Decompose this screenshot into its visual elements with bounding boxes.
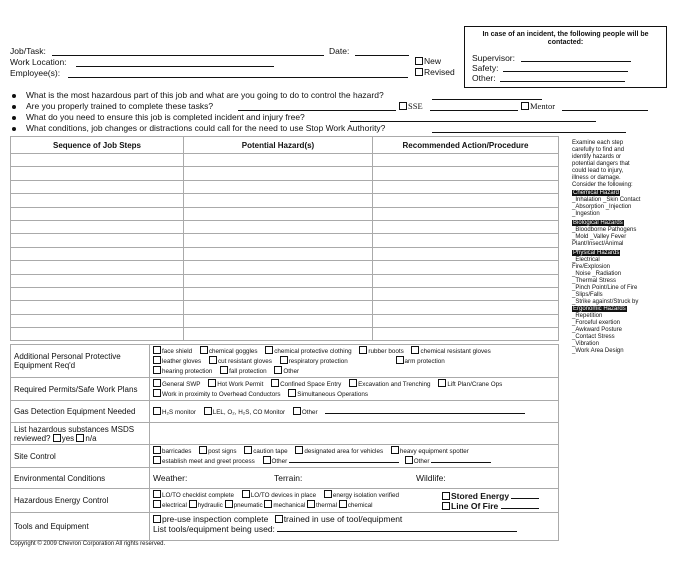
question-2-field[interactable] <box>238 110 396 111</box>
gas-h2s-monitor[interactable] <box>153 409 196 416</box>
ppe-rubber-boots[interactable] <box>359 348 403 355</box>
checkbox-icon <box>391 446 399 454</box>
ppe-label: Additional Personal Protective Equipment Req'd <box>11 345 150 378</box>
checkbox-icon <box>293 407 301 415</box>
checkbox-icon <box>442 492 450 500</box>
table-cell[interactable] <box>11 314 184 327</box>
other-field[interactable] <box>500 81 625 82</box>
checkbox-icon <box>153 515 161 523</box>
checkbox-icon <box>189 500 197 508</box>
sidebar-intro-2: carefully to find and <box>572 147 625 153</box>
site-vehicle-area[interactable] <box>295 448 383 455</box>
tools-list-label: List tools/equipment being used: <box>153 524 275 534</box>
sidebar-item: _Contact Stress <box>572 334 615 340</box>
checkbox-icon <box>274 366 282 374</box>
ppe-chemical-goggles[interactable] <box>200 348 258 355</box>
ppe-protective-clothing[interactable] <box>265 348 351 355</box>
checkbox-icon <box>288 389 296 397</box>
permit-excavation[interactable] <box>349 381 430 388</box>
table-cell[interactable] <box>184 180 373 193</box>
option-label: rubber boots <box>368 348 404 355</box>
employee-label: Employee(s): <box>10 68 61 78</box>
sidebar-intro-5: could lead to injury, <box>572 168 624 174</box>
supervisor-field[interactable] <box>521 61 631 62</box>
option-label: Other <box>271 458 288 465</box>
supervisor-label: Supervisor: <box>472 53 515 63</box>
new-label: New <box>424 56 442 66</box>
sidebar-intro-6: illness or damage. <box>572 175 621 181</box>
option-label: Line Of Fire <box>451 501 499 511</box>
checkbox-icon <box>415 68 423 76</box>
option-label: respiratory protection <box>288 358 348 365</box>
checkbox-icon <box>153 356 161 364</box>
ppe-cut-gloves[interactable] <box>209 358 272 365</box>
table-cell[interactable] <box>373 328 559 341</box>
site-meet-greet[interactable] <box>153 458 255 465</box>
job-steps-table <box>10 136 559 341</box>
site-other-1-field[interactable] <box>289 456 399 463</box>
table-cell[interactable] <box>184 194 373 207</box>
gas-multi-monitor[interactable] <box>204 409 285 416</box>
table-cell[interactable] <box>373 180 559 193</box>
sidebar-item: _Thermal Stress <box>572 278 617 284</box>
line-of-fire-option[interactable] <box>442 501 539 511</box>
tools-trained[interactable] <box>275 514 403 524</box>
mentor-checkbox[interactable] <box>521 101 555 111</box>
checkbox-icon <box>438 379 446 387</box>
safety-label: Safety: <box>472 63 499 73</box>
ppe-hearing[interactable] <box>153 368 212 375</box>
sidebar-item: _Awkward Posture <box>572 327 622 333</box>
ppe-leather-gloves[interactable] <box>153 358 201 365</box>
sidebar-item: _Pinch Point/Line of Fire <box>572 285 638 291</box>
checkbox-icon <box>220 366 228 374</box>
option-label: Simultaneous Operations <box>297 391 368 398</box>
physical-hazards-heading: Physical Hazards <box>573 250 620 256</box>
stored-energy-field[interactable] <box>511 491 539 499</box>
checkbox-icon <box>209 356 217 364</box>
hazard-sidebar <box>572 140 676 355</box>
ppe-arm-protection[interactable] <box>396 358 445 365</box>
table-row <box>11 234 559 247</box>
ppe-fall[interactable] <box>220 368 266 375</box>
site-caution-tape[interactable] <box>244 448 287 455</box>
date-field[interactable] <box>355 55 409 56</box>
permit-hot-work[interactable] <box>208 381 263 388</box>
energy-pneumatic[interactable] <box>225 502 263 509</box>
sidebar-item: _Slips/Falls <box>572 292 603 298</box>
table-cell[interactable] <box>373 287 559 300</box>
option-label: chemical <box>347 502 373 509</box>
energy-thermal[interactable] <box>307 502 337 509</box>
sidebar-item: _Bloodborne Pathogens <box>572 227 637 233</box>
table-cell[interactable] <box>373 314 559 327</box>
table-cell[interactable] <box>373 247 559 260</box>
option-label: arm protection <box>404 358 445 365</box>
table-cell[interactable] <box>11 328 184 341</box>
permit-general-swp[interactable] <box>153 381 201 388</box>
table-cell[interactable] <box>11 207 184 220</box>
table-cell[interactable] <box>373 194 559 207</box>
msds-yes-label: yes <box>61 433 75 443</box>
sidebar-item: _Repetition <box>572 313 603 319</box>
option-label: cut resistant gloves <box>217 358 272 365</box>
environment-label: Environmental Conditions <box>11 468 150 489</box>
option-label: chemical resistant gloves <box>420 348 491 355</box>
table-cell[interactable] <box>184 220 373 233</box>
sidebar-intro-3: identify hazards or <box>572 154 622 160</box>
sidebar-item: Fire/Explosion <box>572 264 611 270</box>
table-row <box>11 180 559 193</box>
site-other-2-field[interactable] <box>431 456 491 463</box>
option-label: LO/TO devices in place <box>250 492 317 499</box>
option-label: designated area for vehicles <box>304 448 384 455</box>
table-row <box>11 301 559 314</box>
permits-label: Required Permits/Safe Work Plans <box>11 378 150 401</box>
contact-box-title: In case of an incident, the following people will be contacted: <box>482 31 649 46</box>
checkbox-icon <box>307 500 315 508</box>
job-task-field[interactable] <box>52 55 324 56</box>
option-label: fall protection <box>229 368 267 375</box>
table-cell[interactable] <box>11 247 184 260</box>
checkbox-icon <box>264 500 272 508</box>
site-spotter[interactable] <box>391 448 469 455</box>
sidebar-item: _Vibration <box>572 341 599 347</box>
table-cell[interactable] <box>184 167 373 180</box>
sidebar-intro-1: Examine each step <box>572 140 624 146</box>
option-label: chemical goggles <box>208 348 258 355</box>
table-row <box>11 274 559 287</box>
table-cell[interactable] <box>184 287 373 300</box>
sidebar-item: _Inhalation _Skin Contact <box>572 197 641 203</box>
table-row <box>11 261 559 274</box>
tools-list-field[interactable] <box>277 524 517 532</box>
option-label: energy isolation verified <box>332 492 399 499</box>
table-row <box>11 207 559 220</box>
table-cell[interactable] <box>11 194 184 207</box>
table-cell[interactable] <box>184 274 373 287</box>
option-label: thermal <box>315 502 337 509</box>
checkbox-icon <box>153 389 161 397</box>
gas-other[interactable] <box>293 409 318 416</box>
revised-label: Revised <box>424 67 455 77</box>
table-row <box>11 167 559 180</box>
ppe-resistant-gloves[interactable] <box>411 348 490 355</box>
biological-hazards-heading: Biological Hazards <box>573 220 623 226</box>
table-cell[interactable] <box>184 207 373 220</box>
sse-checkbox[interactable] <box>399 101 423 111</box>
sidebar-item: _Absorption _Injection <box>572 204 632 210</box>
energy-chemical[interactable] <box>339 502 373 509</box>
msds-na-label: n/a <box>85 433 97 443</box>
permit-confined-space[interactable] <box>271 381 341 388</box>
checkbox-icon <box>153 379 161 387</box>
bullet-icon <box>12 94 16 98</box>
checkbox-icon <box>263 456 271 464</box>
table-row <box>11 194 559 207</box>
option-label: Excavation and Trenching <box>358 381 431 388</box>
energy-control-label: Hazardous Energy Control <box>11 489 150 513</box>
option-label: LO/TO checklist complete <box>162 492 234 499</box>
option-label: caution tape <box>253 448 288 455</box>
option-label: Other <box>301 408 318 416</box>
table-row <box>11 287 559 300</box>
sidebar-item: _Mold _Valley Fever <box>572 234 627 240</box>
checkbox-icon <box>411 346 419 354</box>
chemical-hazard-heading: Chemical Hazard <box>573 190 620 196</box>
employee-field[interactable] <box>68 77 408 78</box>
checkbox-icon <box>415 57 423 65</box>
sse-label: SSE <box>408 101 423 111</box>
checkbox-icon <box>396 356 404 364</box>
table-cell[interactable] <box>373 154 559 167</box>
option-label: Work in proximity to Overhead Conductors <box>162 391 281 398</box>
energy-loto-checklist[interactable] <box>153 492 234 499</box>
checkbox-icon <box>153 446 161 454</box>
work-location-label: Work Location: <box>10 57 67 67</box>
site-other-2[interactable] <box>405 458 430 465</box>
question-3: What do you need to ensure this job is completed incident and injury free? <box>26 112 305 122</box>
checkbox-icon <box>271 379 279 387</box>
option-label: heavy equipment spotter <box>399 448 469 455</box>
work-location-field[interactable] <box>76 66 274 67</box>
table-cell[interactable] <box>11 261 184 274</box>
terrain-label: Terrain: <box>274 473 303 483</box>
checkbox-icon <box>405 456 413 464</box>
weather-label: Weather: <box>153 473 188 483</box>
checkbox-icon <box>204 407 212 415</box>
gas-detection-label: Gas Detection Equipment Needed <box>11 401 150 423</box>
steps-header: Sequence of Job Steps <box>11 137 184 154</box>
checkbox-icon <box>280 356 288 364</box>
option-label: Other <box>413 458 430 465</box>
sidebar-item: _Noise _Radiation <box>572 271 622 277</box>
table-cell[interactable] <box>11 287 184 300</box>
table-cell[interactable] <box>11 301 184 314</box>
checkbox-icon <box>339 500 347 508</box>
option-label: establish meet and greet process <box>162 458 255 465</box>
checkbox-icon <box>200 346 208 354</box>
checkbox-icon <box>521 102 529 110</box>
checkbox-icon <box>199 446 207 454</box>
table-cell[interactable] <box>11 234 184 247</box>
date-label: Date: <box>329 46 350 56</box>
option-label: General SWP <box>162 381 201 388</box>
energy-hydraulic[interactable] <box>189 502 223 509</box>
checkbox-icon <box>208 379 216 387</box>
checkbox-icon <box>242 490 250 498</box>
table-cell[interactable] <box>373 274 559 287</box>
table-row <box>11 247 559 260</box>
stored-energy-option[interactable] <box>442 491 539 501</box>
permit-lift-plan[interactable] <box>438 381 502 388</box>
msds-label-text: List hazardous substances MSDS reviewed? <box>14 424 135 443</box>
sidebar-intro-4: potential dangers that <box>572 161 630 167</box>
ergonomic-hazards-heading: Ergonomic Hazards <box>573 306 626 312</box>
copyright-text: Copyright © 2009 Chevron Corporation All rights reserved. <box>10 541 166 547</box>
line-of-fire-field[interactable] <box>501 501 539 509</box>
question-4: What conditions, job changes or distractions could call for the need to use Stop Work Authority? <box>26 123 386 133</box>
tools-inspection[interactable] <box>153 514 268 524</box>
sidebar-item: _Strike against/Struck by <box>572 299 639 305</box>
checkbox-icon <box>153 366 161 374</box>
ppe-other[interactable] <box>274 368 299 375</box>
table-row <box>11 154 559 167</box>
energy-electrical[interactable] <box>153 502 187 509</box>
table-cell[interactable] <box>373 261 559 274</box>
sidebar-item: _Work Area Design <box>572 348 624 354</box>
table-cell[interactable] <box>11 154 184 167</box>
question-1: What is the most hazardous part of this job and what are you going to do to control the hazard? <box>26 90 384 100</box>
table-cell[interactable] <box>11 180 184 193</box>
table-cell[interactable] <box>373 167 559 180</box>
table-cell[interactable] <box>184 234 373 247</box>
mentor-field[interactable] <box>562 110 648 111</box>
question-4-field[interactable] <box>432 132 626 133</box>
energy-mechanical[interactable] <box>264 502 305 509</box>
table-cell[interactable] <box>184 247 373 260</box>
msds-label <box>11 423 150 445</box>
permit-simultaneous-ops[interactable] <box>288 391 368 398</box>
option-label: leather gloves <box>162 358 202 365</box>
checkbox-icon <box>265 346 273 354</box>
bullet-icon <box>12 116 16 120</box>
table-cell[interactable] <box>11 274 184 287</box>
table-row <box>11 328 559 341</box>
sidebar-item: _Electrical <box>572 257 600 263</box>
bullet-icon <box>12 105 16 109</box>
option-label: Confined Space Entry <box>280 381 342 388</box>
option-label: LEL, O₂, H₂S, CO Monitor <box>212 408 286 416</box>
option-label: pneumatic <box>233 502 263 509</box>
checkbox-icon[interactable] <box>53 434 61 442</box>
ppe-respiratory[interactable] <box>280 358 348 365</box>
energy-isolation[interactable] <box>324 492 399 499</box>
wildlife-label: Wildlife: <box>416 473 446 483</box>
checkbox-icon <box>153 490 161 498</box>
table-row <box>11 220 559 233</box>
actions-header: Recommended Action/Procedure <box>373 137 559 154</box>
permit-overhead-conductors[interactable] <box>153 391 281 398</box>
option-label: barricades <box>162 448 192 455</box>
site-barricades[interactable] <box>153 448 191 455</box>
table-cell[interactable] <box>184 328 373 341</box>
option-label: trained in use of tool/equipment <box>283 514 403 524</box>
site-post-signs[interactable] <box>199 448 236 455</box>
checkbox-icon <box>399 102 407 110</box>
hazards-header: Potential Hazard(s) <box>184 137 373 154</box>
checkbox-icon <box>153 346 161 354</box>
option-label: hearing protection <box>162 368 213 375</box>
site-other-1[interactable] <box>263 458 288 465</box>
option-label: H₂S monitor <box>162 408 196 416</box>
option-label: mechanical <box>273 502 306 509</box>
checkbox-icon <box>349 379 357 387</box>
table-cell[interactable] <box>373 301 559 314</box>
checkbox-icon <box>295 446 303 454</box>
table-cell[interactable] <box>184 261 373 274</box>
sidebar-item: _Ingestion <box>572 211 600 217</box>
checkbox-icon <box>153 456 161 464</box>
option-label: post signs <box>208 448 237 455</box>
table-cell[interactable] <box>11 167 184 180</box>
checkbox-icon <box>153 407 161 415</box>
bullet-icon <box>12 127 16 131</box>
option-label: Lift Plan/Crane Ops <box>447 381 503 388</box>
sse-field[interactable] <box>430 110 518 111</box>
mentor-label: Mentor <box>530 101 556 111</box>
energy-loto-devices[interactable] <box>242 492 316 499</box>
sidebar-item: Plant/Insect/Animal <box>572 241 624 247</box>
checkbox-icon <box>442 502 450 510</box>
table-cell[interactable] <box>373 207 559 220</box>
msds-field[interactable] <box>150 423 559 445</box>
table-cell[interactable] <box>373 220 559 233</box>
table-cell[interactable] <box>184 301 373 314</box>
checkbox-icon <box>153 500 161 508</box>
safety-field[interactable] <box>503 71 628 72</box>
option-label: Hot Work Permit <box>217 381 264 388</box>
option-label: face shield <box>162 348 193 355</box>
option-label: hydraulic <box>197 502 223 509</box>
question-1-field[interactable] <box>432 99 542 100</box>
checkbox-icon[interactable] <box>76 434 84 442</box>
table-cell[interactable] <box>184 154 373 167</box>
contact-box <box>464 26 667 88</box>
gas-other-field[interactable] <box>325 407 525 414</box>
table-row <box>11 314 559 327</box>
table-cell[interactable] <box>184 314 373 327</box>
option-label: chemical protective clothing <box>274 348 352 355</box>
checkbox-icon <box>275 515 283 523</box>
table-cell[interactable] <box>11 220 184 233</box>
option-label: Other <box>283 368 300 375</box>
option-label: pre-use inspection complete <box>162 514 269 524</box>
option-label: electrical <box>162 502 187 509</box>
other-label: Other: <box>472 73 496 83</box>
job-task-label: Job/Task: <box>10 46 46 56</box>
checkbox-icon <box>244 446 252 454</box>
checkbox-icon <box>359 346 367 354</box>
ppe-face-shield[interactable] <box>153 348 192 355</box>
checkbox-icon <box>225 500 233 508</box>
option-label: Stored Energy <box>451 491 510 501</box>
site-control-label: Site Control <box>11 445 150 468</box>
table-cell[interactable] <box>373 234 559 247</box>
question-2: Are you properly trained to complete these tasks? <box>26 101 214 111</box>
job-steps-body <box>11 154 559 341</box>
new-checkbox[interactable] <box>415 56 441 66</box>
sidebar-item: _Forceful exertion <box>572 320 621 326</box>
revised-checkbox[interactable] <box>415 67 455 77</box>
controls-table <box>10 344 559 541</box>
checkbox-icon <box>324 490 332 498</box>
sidebar-intro-7: Consider the following: <box>572 182 633 188</box>
tools-label: Tools and Equipment <box>11 513 150 541</box>
question-3-field[interactable] <box>350 121 596 122</box>
